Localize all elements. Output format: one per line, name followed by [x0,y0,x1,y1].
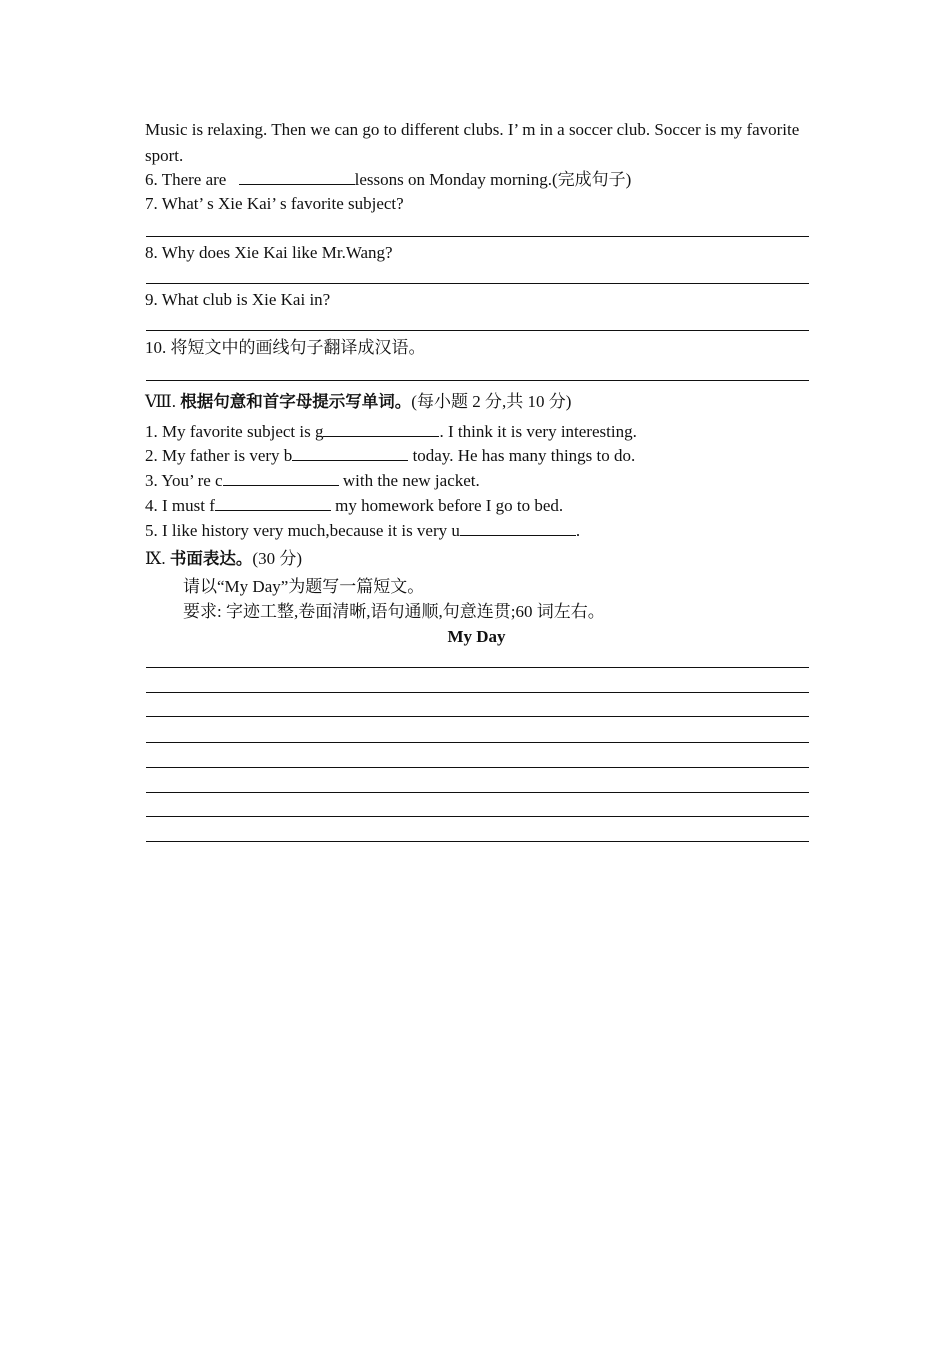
passage-text: Music is relaxing. Then we can go to different clubs. I’ m in a soccer club. Soccer is my favorite sport. [145,120,800,165]
answer-blank[interactable] [323,420,439,437]
section-8-item-2 [145,444,635,467]
question-9: 9. What club is Xie Kai in? [145,290,331,309]
answer-line[interactable] [146,380,809,381]
item-text: 4. I must f [145,496,215,515]
question-6-text-end: lessons on Monday morning.(完成句子) [354,170,632,189]
essay-title: My Day [447,627,506,646]
section-8-numeral: Ⅷ. [145,392,177,411]
section-8-item-4 [145,494,563,517]
section-8-heading [145,391,571,413]
writing-line[interactable] [146,816,809,817]
item-text-end: my homework before I go to bed. [330,496,564,515]
writing-requirements: 要求: 字迹工整,卷面清晰,语句通顺,句意连贯;60 词左右。 [183,602,605,621]
section-9-heading [145,548,302,570]
question-10: 10. 将短文中的画线句子翻译成汉语。 [145,338,426,357]
writing-line[interactable] [146,692,809,693]
section-8-score: (每小题 2 分,共 10 分) [411,392,572,411]
item-text-end: . I think it is very interesting. [439,422,637,441]
item-text: 3. You’ re c [145,471,223,490]
answer-blank[interactable] [292,444,408,461]
writing-line[interactable] [146,667,809,668]
writing-line[interactable] [146,767,809,768]
item-text-end: today. He has many things to do. [408,446,636,465]
answer-line[interactable] [146,236,809,237]
answer-line[interactable] [146,283,809,284]
item-text-end: . [575,521,581,540]
question-8: 8. Why does Xie Kai like Mr.Wang? [145,243,393,262]
section-8-title: 根据句意和首字母提示写单词。 [180,392,412,411]
answer-blank[interactable] [239,168,355,185]
question-6 [145,168,631,191]
item-text: 2. My father is very b [145,446,293,465]
section-8-item-3 [145,469,480,492]
section-9-score: (30 分) [252,549,302,568]
section-9-title: 书面表达。 [169,549,253,568]
question-7: 7. What’ s Xie Kai’ s favorite subject? [145,194,404,213]
answer-line[interactable] [146,330,809,331]
item-text: 5. I like history very much,because it is very u [145,521,460,540]
answer-blank[interactable] [223,469,339,486]
writing-line[interactable] [146,841,809,842]
writing-line[interactable] [146,716,809,717]
writing-line[interactable] [146,742,809,743]
answer-blank[interactable] [460,519,576,536]
writing-prompt: 请以“My Day”为题写一篇短文。 [183,577,425,596]
question-6-text: 6. There are [145,170,227,189]
item-text: 1. My favorite subject is g [145,422,324,441]
section-8-item-5 [145,519,580,542]
item-text-end: with the new jacket. [338,471,480,490]
section-8-item-1 [145,420,637,443]
section-9-numeral: Ⅸ. [145,549,166,568]
answer-blank[interactable] [215,494,331,511]
writing-line[interactable] [146,792,809,793]
